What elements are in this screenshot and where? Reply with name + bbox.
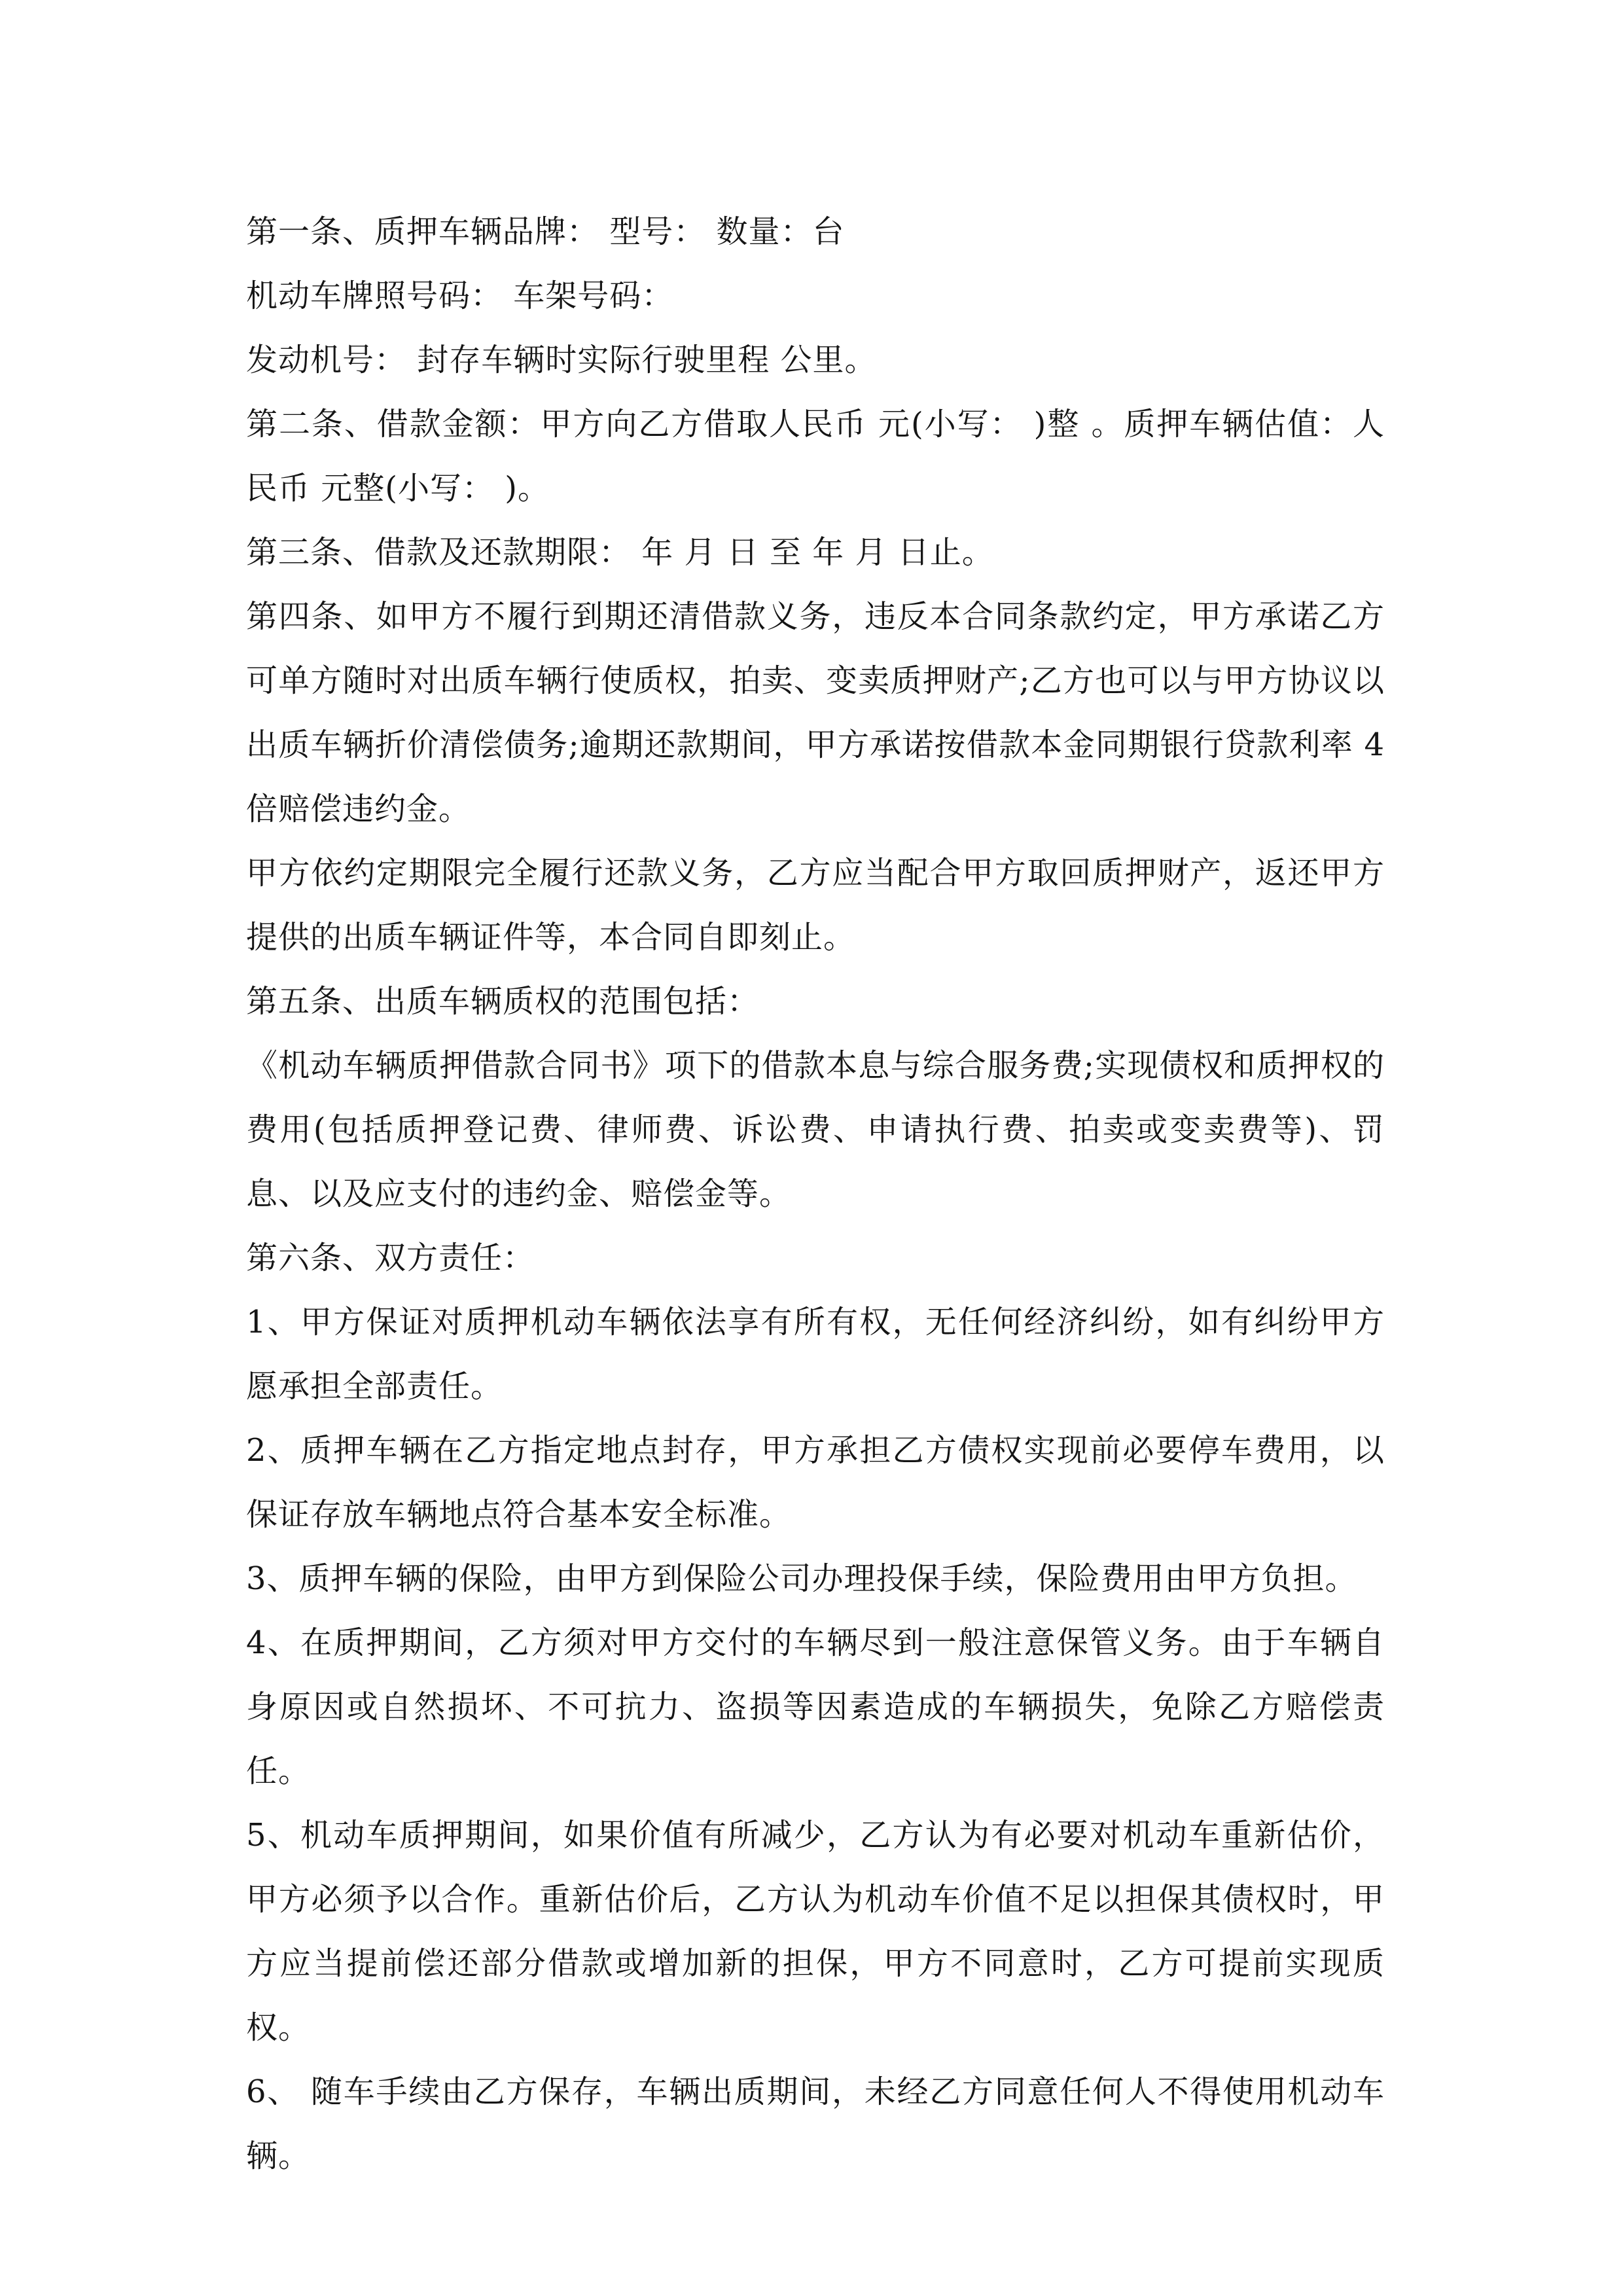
clause-6-item-2: 2、质押车辆在乙方指定地点封存，甲方承担乙方债权实现前必要停车费用，以保证存放车辆地点符合基本安全标准。 bbox=[246, 1432, 1385, 1533]
clause-6-item-4: 4、在质押期间，乙方须对甲方交付的车辆尽到一般注意保管义务。由于车辆自身原因或自然损坏、不可抗力、盗损等因素造成的车辆损失，免除乙方赔偿责任。 bbox=[246, 1624, 1385, 1789]
clause-2-loan-amount: 第二条、借款金额：甲方向乙方借取人民币 元(小写： )整 。质押车辆估值：人民币 元整(小写： )。 bbox=[246, 406, 1385, 507]
clause-6-item-6: 6、 随车手续由乙方保存，车辆出质期间，未经乙方同意任何人不得使用机动车辆。 bbox=[246, 2073, 1385, 2174]
clause-6-item-1: 1、甲方保证对质押机动车辆依法享有所有权，无任何经济纠纷，如有纠纷甲方愿承担全部责任。 bbox=[246, 1304, 1385, 1405]
license-plate-line: 机动车牌照号码： 车架号码： bbox=[246, 278, 674, 314]
clause-5-scope-body: 《机动车辆质押借款合同书》项下的借款本息与综合服务费;实现债权和质押权的费用(包括质押登记费、律师费、诉讼费、申请执行费、拍卖或变卖费等)、罚息、以及应支付的违约金、赔偿金等。 bbox=[246, 1047, 1385, 1212]
clause-1-vehicle-brand: 第一条、质押车辆品牌： 型号： 数量：台 bbox=[246, 213, 845, 250]
clause-5-scope-heading: 第五条、出质车辆质权的范围包括： bbox=[246, 983, 760, 1020]
clause-4-repayment: 甲方依约定期限完全履行还款义务，乙方应当配合甲方取回质押财产，返还甲方提供的出质车辆证件等，本合同自即刻止。 bbox=[246, 855, 1385, 956]
clause-6-item-3: 3、质押车辆的保险，由甲方到保险公司办理投保手续，保险费用由甲方负担。 bbox=[246, 1560, 1357, 1597]
clause-4-default: 第四条、如甲方不履行到期还清借款义务，违反本合同条款约定，甲方承诺乙方可单方随时对出质车辆行使质权，拍卖、变卖质押财产;乙方也可以与甲方协议以出质车辆折价清偿债务;逾期还款期间，甲方承诺按借款本金同期银行贷款利率 4 倍赔偿违约金。 bbox=[246, 598, 1385, 827]
contract-body bbox=[246, 200, 1385, 2188]
clause-6-item-5: 5、机动车质押期间，如果价值有所减少，乙方认为有必要对机动车重新估价，甲方必须予以合作。重新估价后，乙方认为机动车价值不足以担保其债权时，甲方应当提前偿还部分借款或增加新的担保，甲方不同意时，乙方可提前实现质权。 bbox=[246, 1817, 1385, 2046]
clause-6-heading: 第六条、双方责任： bbox=[246, 1240, 535, 1276]
engine-number-line: 发动机号： 封存车辆时实际行驶里程 公里。 bbox=[246, 342, 877, 378]
clause-3-loan-term: 第三条、借款及还款期限： 年 月 日 至 年 月 日止。 bbox=[246, 534, 994, 571]
